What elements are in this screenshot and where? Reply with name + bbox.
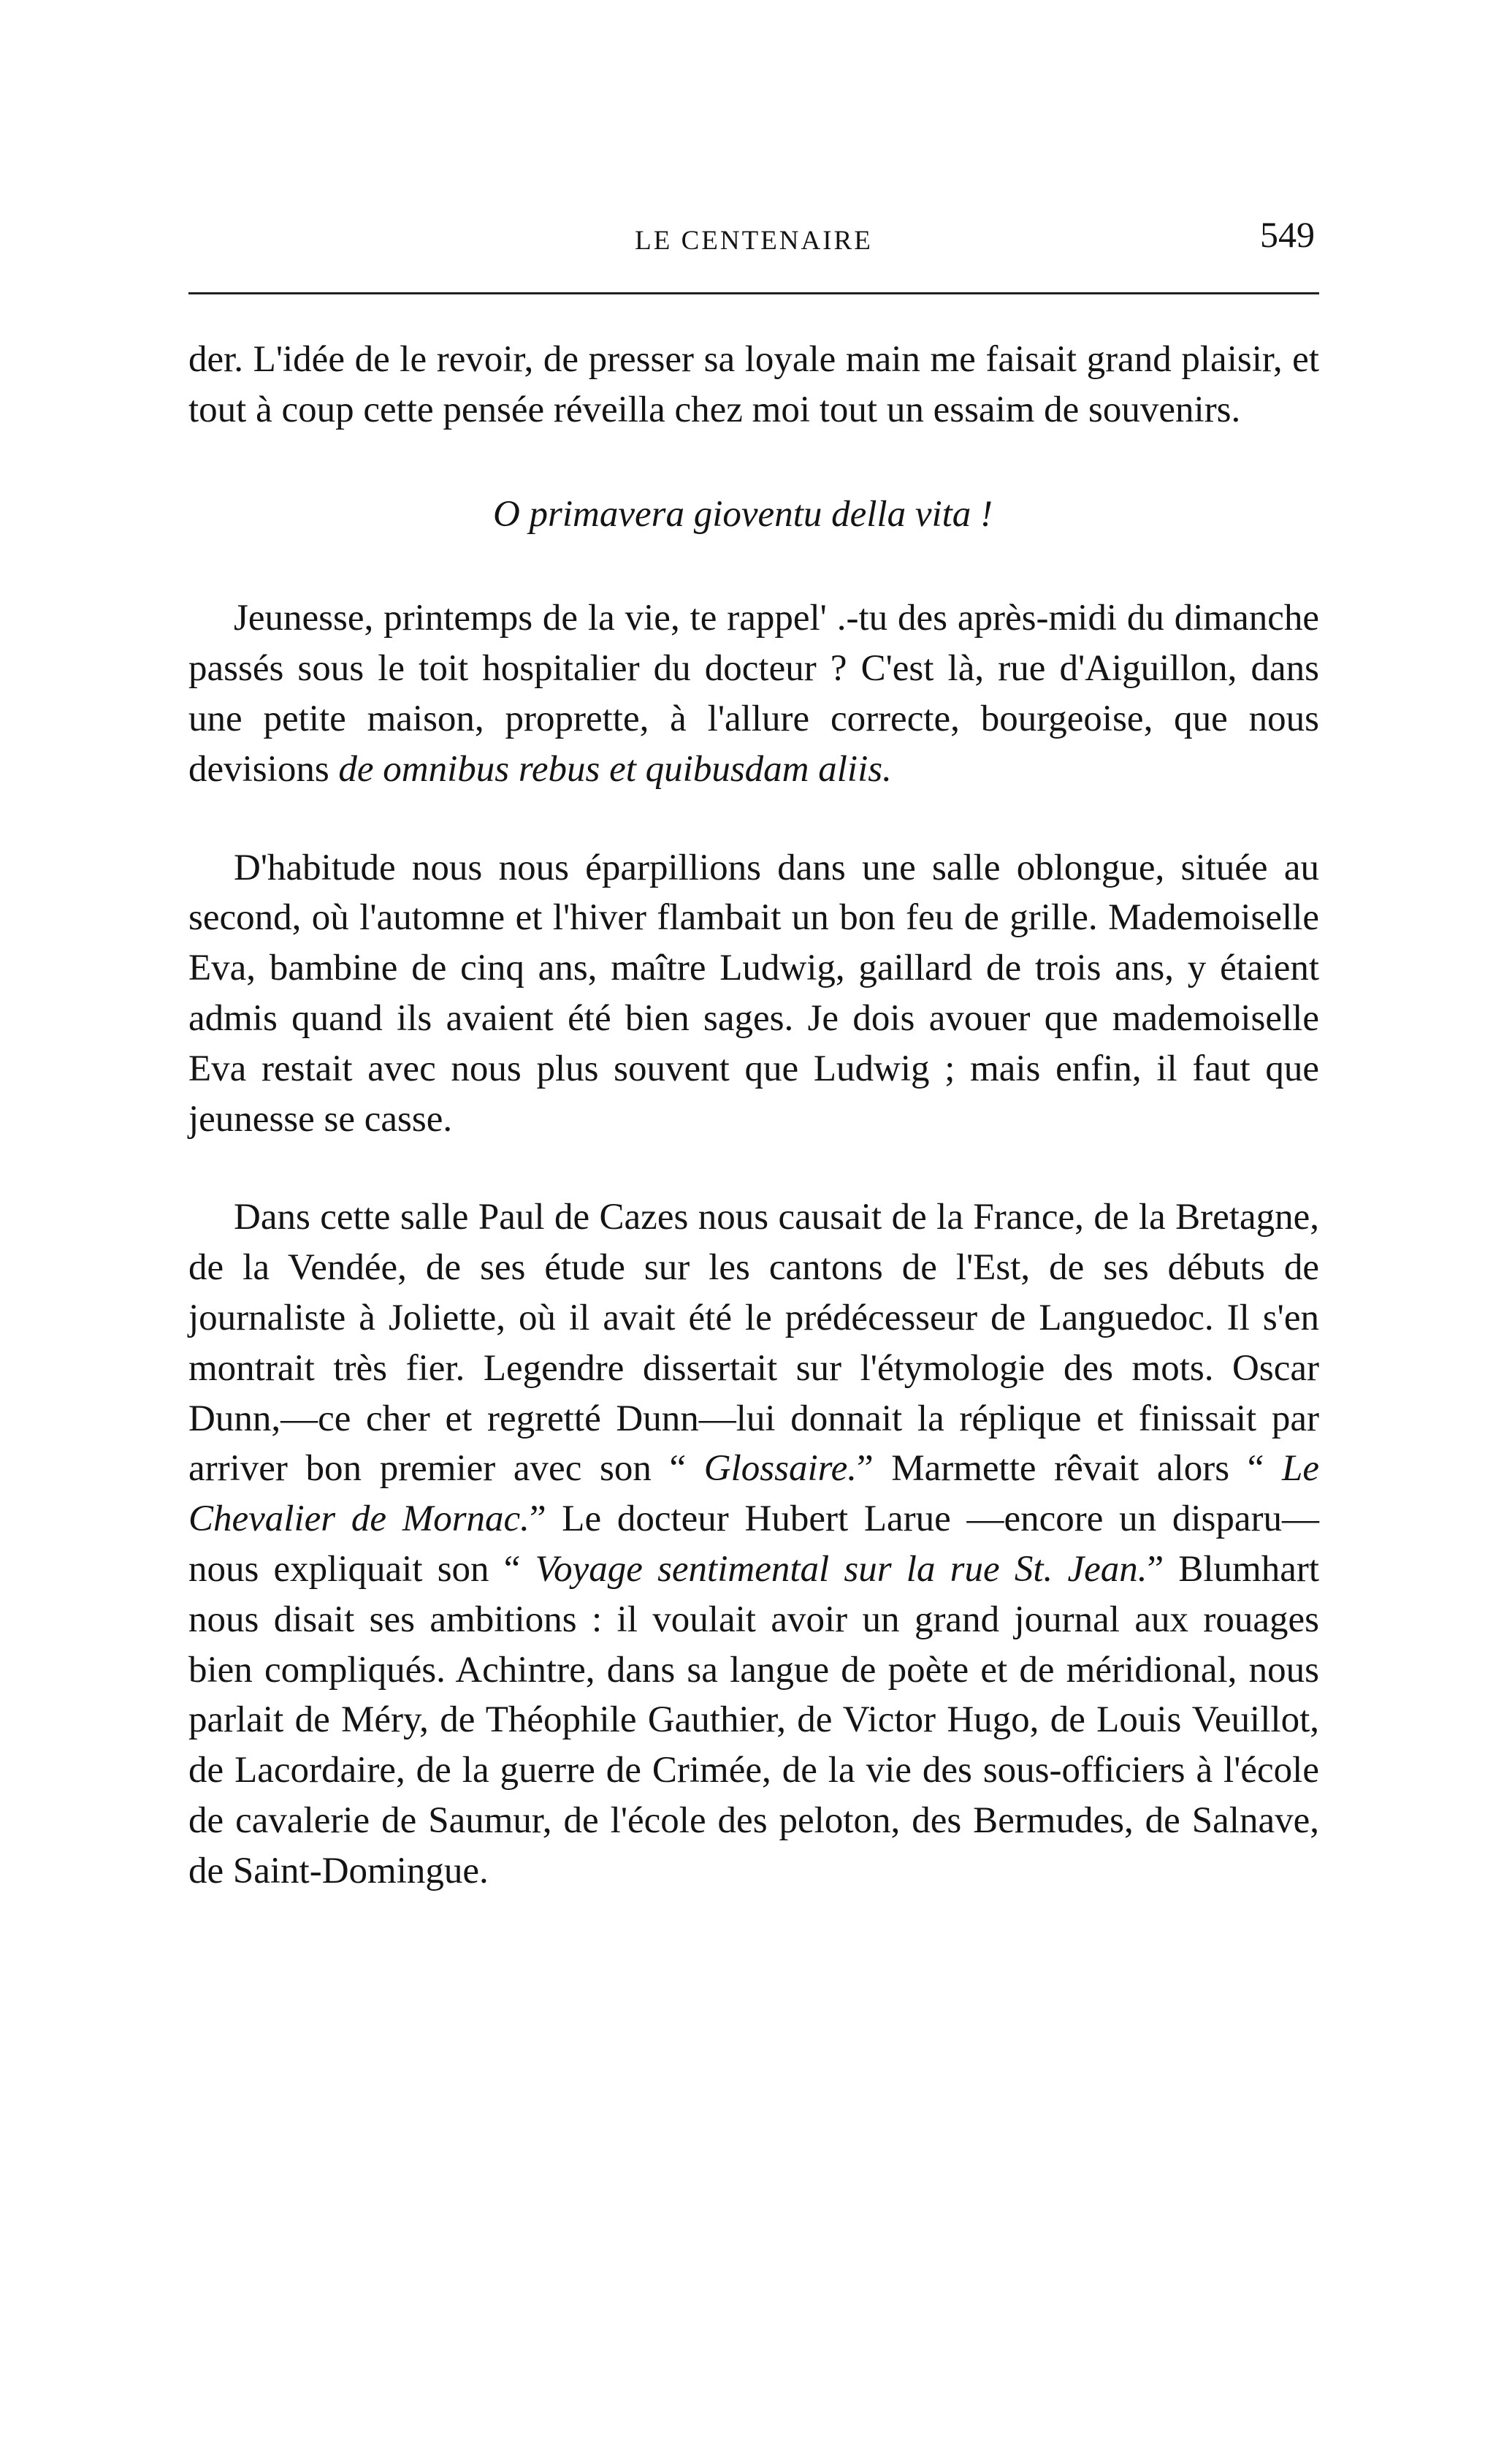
spacer (188, 435, 1319, 489)
paragraph-text: ” Marmette rêvait alors “ (856, 1448, 1282, 1490)
spacer (188, 539, 1319, 593)
page-body (188, 335, 1319, 1897)
spacer (188, 795, 1319, 843)
paragraph-text: Dans cette salle Paul de Cazes nous causait de la France, de la Bretagne, de la Vendée, de ses étude sur les cantons de l'Est, de ses débuts de journaliste à Joliette, où il avait été le prédécesseur de Languedoc. Il s'en montrait très fier. Legendre dissertait sur l'étymologie des mots. Oscar Dunn,—ce cher et regretté Dunn—lui donnait la réplique et finissait par arriver bon premier avec son “ (188, 1197, 1319, 1490)
running-head (188, 213, 1319, 264)
spacer (188, 1144, 1319, 1192)
book-title-glossaire: Glossaire. (703, 1448, 857, 1490)
latin-phrase: de omnibus rebus et quibusdam aliis. (338, 748, 892, 790)
paragraph-continuation: der. L'idée de le revoir, de presser sa loyale main me faisait grand plaisir, et tout à coup cette pensée réveilla chez moi tout un essaim de souvenirs. (188, 339, 1319, 430)
page-number: 549 (1260, 214, 1315, 255)
paragraph-habitude: D'habitude nous nous éparpillions dans une salle oblongue, située au second, où l'automne et l'hiver flambait un bon feu de grille. Mademoiselle Eva, bambine de cinq ans, maître Ludwig, gaillard de trois ans, y étaient admis quand ils avaient été bien sages. Je dois avouer que mademoiselle Eva restait avec nous plus souvent que Ludwig ; mais enfin, il faut que jeunesse se casse. (188, 847, 1319, 1140)
paragraph-salle (188, 1192, 1319, 1896)
paragraph-text: ” Le docteur Hubert Larue —encore un disparu—nous expliquait son “ (188, 1498, 1319, 1590)
running-title: LE CENTENAIRE (635, 226, 873, 256)
book-title-voyage: Voyage sentimental sur la rue St. Jean. (535, 1548, 1148, 1590)
italian-quotation: O primavera gioventu della vita ! (492, 493, 993, 535)
header-rule (188, 292, 1319, 294)
paragraph-text: Jeunesse, printemps de la vie, te rappel' .-tu des après-midi du dimanche passés sous le toit hospitalier du docteur ? C'est là, rue d'Aiguillon, dans une petite maison, proprette, à l'allure correcte, bourgeoise, que nous devisions (188, 598, 1319, 790)
book-title-chevalier: Le Chevalier de Mornac. (188, 1448, 1319, 1540)
paragraph-text: ” Blumhart nous disait ses ambitions : il voulait avoir un grand journal aux rouages bien compliqués. Achintre, dans sa langue de poète et de méridional, nous parlait de Méry, de Théophile Gauthier, de Victor Hugo, de Louis Veuillot, de Lacordaire, de la guerre de Crimée, de la vie des sous-officiers à l'école de cavalerie de Saumur, de l'école des peloton, des Bermudes, de Salnave, de Saint-Domingue. (188, 1548, 1319, 1891)
paragraph-jeunesse (188, 593, 1319, 794)
